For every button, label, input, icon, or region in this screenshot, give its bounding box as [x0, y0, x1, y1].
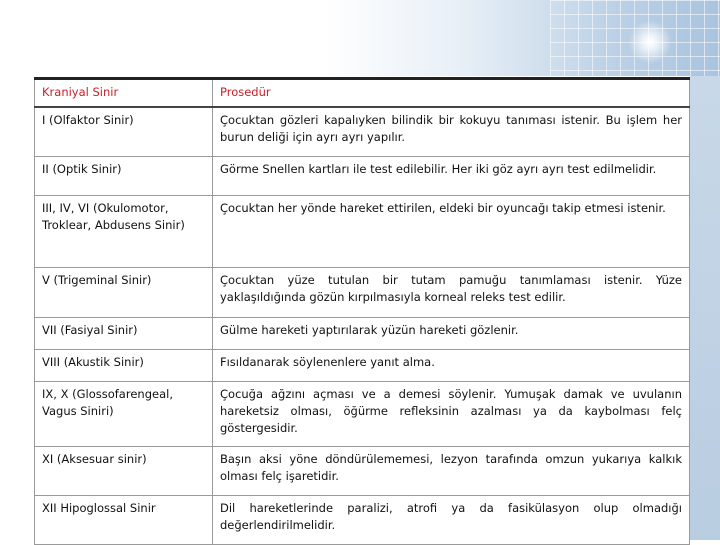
table-row — [35, 156, 690, 195]
procedure-cell: Çocuktan gözleri kapalıyken bilindik bir kokuyu tanıması istenir. Bu işlem her burun deliği için ayrı ayrı yapılır. — [213, 107, 690, 156]
right-side-band — [690, 76, 720, 540]
procedure-cell: Çocuğa ağzını açması ve a demesi söylenir. Yumuşak damak ve uvulanın hareketsiz olması, öğürme refleksinin azalması ya da kaybolması felç göstergesidir. — [213, 381, 690, 446]
nerve-cell: III, IV, VI (Okulomotor, Troklear, Abdusens Sinir) — [35, 195, 213, 267]
procedure-cell: Çocuktan her yönde hareket ettirilen, eldeki bir oyuncağı takip etmesi istenir. — [213, 195, 690, 267]
procedure-cell: Görme Snellen kartları ile test edilebilir. Her iki göz ayrı ayrı test edilmelidir. — [213, 156, 690, 195]
table-row — [35, 495, 690, 544]
nerve-cell: I (Olfaktor Sinir) — [35, 107, 213, 156]
header-procedure: Prosedür — [213, 79, 690, 108]
table-row — [35, 267, 690, 317]
table-header-row — [35, 79, 690, 108]
nerve-cell: V (Trigeminal Sinir) — [35, 267, 213, 317]
nerve-cell: VIII (Akustik Sinir) — [35, 349, 213, 381]
nerve-cell: XI (Aksesuar sinir) — [35, 446, 213, 495]
table-row — [35, 107, 690, 156]
cranial-nerve-table — [34, 77, 690, 545]
header-cranial-nerve: Kraniyal Sinir — [35, 79, 213, 108]
procedure-table — [34, 77, 690, 545]
nerve-cell: II (Optik Sinir) — [35, 156, 213, 195]
procedure-cell: Fısıldanarak söylenenlere yanıt alma. — [213, 349, 690, 381]
table-row — [35, 446, 690, 495]
sparkle-decoration — [628, 20, 672, 64]
nerve-cell: VII (Fasiyal Sinir) — [35, 317, 213, 349]
procedure-cell: Gülme hareketi yaptırılarak yüzün hareketi gözlenir. — [213, 317, 690, 349]
nerve-cell: XII Hipoglossal Sinir — [35, 495, 213, 544]
procedure-cell: Dil hareketlerinde paralizi, atrofi ya da fasikülasyon olup olmadığı değerlendirilmelidir. — [213, 495, 690, 544]
table-row — [35, 317, 690, 349]
procedure-cell: Başın aksi yöne döndürülememesi, lezyon tarafında omzun yukarıya kalkık olması felç işaretidir. — [213, 446, 690, 495]
table-row — [35, 349, 690, 381]
table-row — [35, 195, 690, 267]
nerve-cell: IX, X (Glossofarengeal, Vagus Siniri) — [35, 381, 213, 446]
header-background — [0, 0, 720, 76]
procedure-cell: Çocuktan yüze tutulan bir tutam pamuğu tanımlaması istenir. Yüze yaklaşıldığında gözün kırpılmasıyla korneal releks test edilir. — [213, 267, 690, 317]
table-row — [35, 381, 690, 446]
